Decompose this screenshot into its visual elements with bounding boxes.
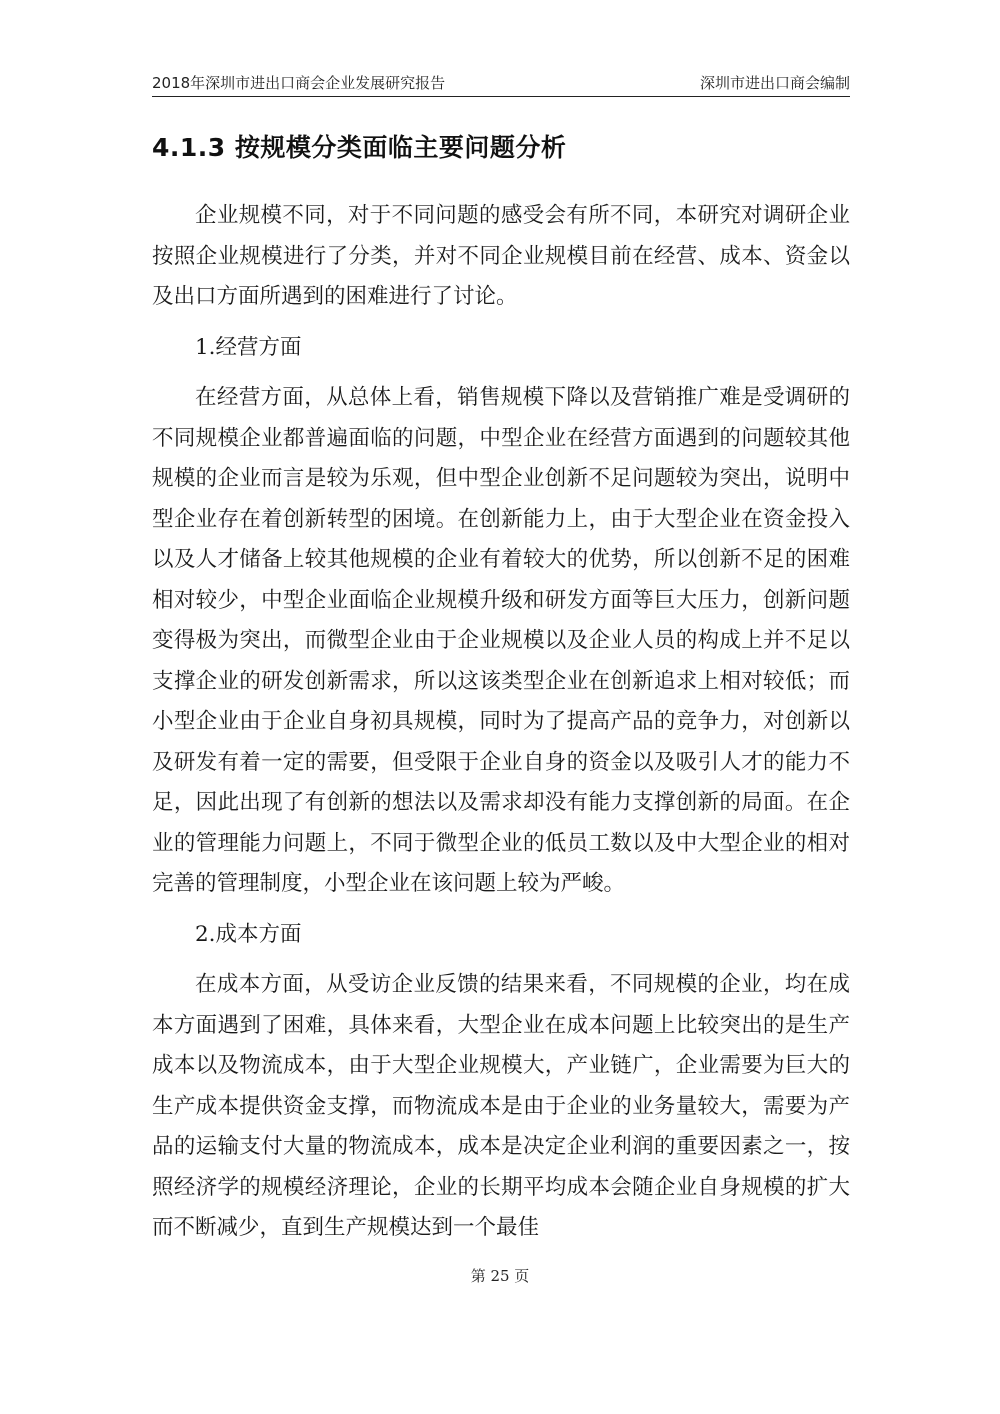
page-number: 第 25 页 bbox=[470, 1267, 530, 1285]
subheading-cost: 2.成本方面 bbox=[195, 921, 302, 947]
page-header bbox=[152, 70, 850, 97]
operations-paragraph: 在经营方面，从总体上看，销售规模下降以及营销推广难是受调研的不同规模企业都普遍面临的问题，中型企业在经营方面遇到的问题较其他规模的企业而言是较为乐观，但中型企业创新不足问题较为突出，说明中型企业存在着创新转型的困境。在创新能力上，由于大型企业在资金投入以及人才储备上较其他规模的企业有着较大的优势，所以创新不足的困难相对较少，中型企业面临企业规模升级和研发方面等巨大压力，创新问题变得极为突出，而微型企业由于企业规模以及企业人员的构成上并不足以支撑企业的研发创新需求，所以这该类型企业在创新追求上相对较低；而小型企业由于企业自身初具规模，同时为了提高产品的竞争力，对创新以及研发有着一定的需要，但受限于企业自身的资金以及吸引人才的能力不足，因此出现了有创新的想法以及需求却没有能力支撑创新的局面。在企业的管理能力问题上，不同于微型企业的低员工数以及中大型企业的相对完善的管理制度，小型企业在该问题上较为严峻。 bbox=[152, 385, 850, 896]
subheading-operations: 1.经营方面 bbox=[195, 334, 302, 360]
header-report-title: 2018年深圳市进出口商会企业发展研究报告 bbox=[152, 74, 446, 92]
header-publisher: 深圳市进出口商会编制 bbox=[699, 74, 850, 92]
cost-paragraph: 在成本方面，从受访企业反馈的结果来看，不同规模的企业，均在成本方面遇到了困难，具体来看，大型企业在成本问题上比较突出的是生产成本以及物流成本，由于大型企业规模大，产业链广，企业需要为巨大的生产成本提供资金支撑，而物流成本是由于企业的业务量较大，需要为产品的运输支付大量的物流成本，成本是决定企业利润的重要因素之一，按照经济学的规模经济理论，企业的长期平均成本会随企业自身规模的扩大而不断减少，直到生产规模达到一个最佳 bbox=[152, 972, 850, 1240]
section-title: 4.1.3 按规模分类面临主要问题分析 bbox=[152, 133, 567, 162]
intro-paragraph: 企业规模不同，对于不同问题的感受会有所不同，本研究对调研企业按照企业规模进行了分类，并对不同企业规模目前在经营、成本、资金以及出口方面所遇到的困难进行了讨论。 bbox=[152, 203, 850, 309]
body-text bbox=[152, 196, 850, 1249]
